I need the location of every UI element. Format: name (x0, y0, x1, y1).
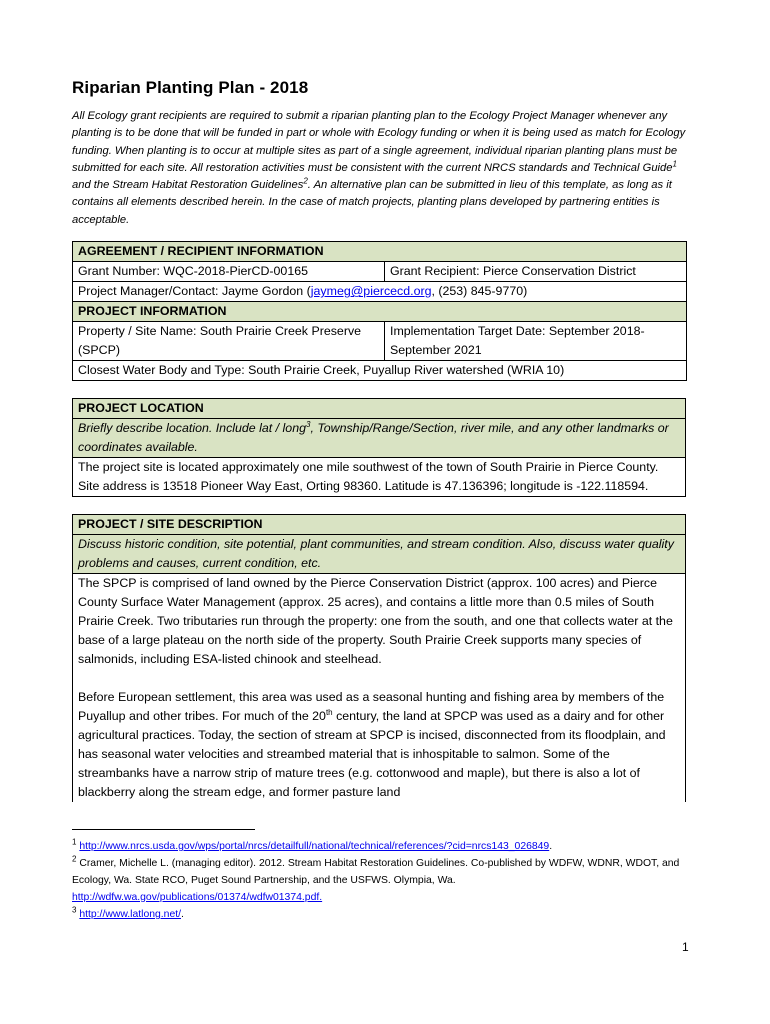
footnote-1-end: . (549, 841, 553, 852)
site-description-paragraph-2 (78, 688, 680, 802)
paragraph-2-text-2: century, the land at SPCP was used as a dairy and for other agricultural practices. Today, the section of stream at SPCP is incised, disconnected from its floodplain, and has seasonal water velocities and streambed material that is inhospitable to salmon. Some of the streambanks have a narrow strip of mature trees (e.g. cottonwood and maple), but there is also a lot of blackberry along the stream edge, and former pasture land (78, 709, 666, 800)
project-contact-field[interactable] (73, 282, 687, 302)
project-info-header: PROJECT INFORMATION (73, 302, 687, 322)
footnote-2 (72, 855, 686, 906)
footnote-1-mark: 1 (72, 837, 77, 847)
intro-text-3: . An alternative plan can be submitted in lieu of this template, as long as it contains all elements described herein. In the case of match projects, planting plans developed by partnering entities is acceptable. (72, 179, 672, 226)
page-number: 1 (682, 940, 689, 954)
footnote-3 (72, 906, 686, 923)
footnote-ref-2[interactable]: 2 (303, 176, 308, 186)
footnote-3-end: . (181, 909, 184, 920)
location-guidance (73, 419, 686, 458)
footnote-2-link[interactable]: http://wdfw.wa.gov/publications/01374/wdfw01374.pdf. (72, 892, 323, 903)
site-description-response[interactable] (73, 574, 686, 803)
agreement-header: AGREEMENT / RECIPIENT INFORMATION (73, 242, 687, 262)
location-response[interactable]: The project site is located approximately one mile southwest of the town of South Prairie in Pierce County. Site address is 13518 Pioneer Way East, Orting 98360. Latitude is 47.136396; longitude is -122.118594. (73, 458, 686, 497)
agreement-project-table (72, 241, 687, 381)
location-guide-text-1: Briefly describe location. Include lat / long (78, 421, 306, 436)
document-page (72, 78, 686, 802)
location-header: PROJECT LOCATION (73, 399, 686, 419)
location-guide-text-2: , Township/Range/Section, river mile, and any other landmarks or coordinates available. (78, 421, 669, 455)
grant-number-field[interactable]: Grant Number: WQC-2018-PierCD-00165 (73, 262, 385, 282)
contact-email-link[interactable]: jaymeg@piercecd.org (310, 284, 432, 299)
footnote-ref-1[interactable]: 1 (672, 159, 677, 169)
intro-paragraph (72, 108, 686, 229)
contact-prefix: Project Manager/Contact: Jayme Gordon ( (78, 284, 311, 299)
paragraph-2-text-1: Before European settlement, this area was used as a seasonal hunting and fishing area by members of the Puyallup and other tribes. For much of the 20 (78, 690, 665, 724)
footnote-3-link[interactable]: http://www.latlong.net/ (79, 909, 181, 920)
footnote-ref-3[interactable]: 3 (305, 419, 311, 429)
page-title: Riparian Planting Plan - 2018 (72, 78, 309, 97)
intro-text-2: and the Stream Habitat Restoration Guidelines (72, 179, 304, 192)
target-date-field[interactable]: Implementation Target Date: September 2018-September 2021 (385, 322, 687, 361)
water-body-field[interactable]: Closest Water Body and Type: South Prairie Creek, Puyallup River watershed (WRIA 10) (73, 361, 687, 381)
site-description-table (72, 514, 686, 802)
footnote-1-link[interactable]: http://www.nrcs.usda.gov/wps/portal/nrcs/detailfull/national/technical/references/?cid=nrcs143_026849 (79, 841, 550, 852)
footnote-3-mark: 3 (72, 905, 77, 915)
site-name-field[interactable]: Property / Site Name: South Prairie Creek Preserve (SPCP) (73, 322, 385, 361)
contact-suffix: , (253) 845-9770) (431, 284, 528, 299)
footnote-2-mark: 2 (72, 854, 77, 864)
grant-recipient-field[interactable]: Grant Recipient: Pierce Conservation District (385, 262, 687, 282)
footnote-2-text: Cramer, Michelle L. (managing editor). 2012. Stream Habitat Restoration Guidelines. Co-published by WDFW, WDNR, WDOT, and Ecology, Wa. State RCO, Puget Sound Partnership, and the USFWS. Olympia, Wa. (72, 858, 680, 886)
footnotes (72, 838, 686, 923)
intro-text-1: All Ecology grant recipients are required to submit a riparian planting plan to the Ecology Project Manager whenever any planting is to be done that will be funded in part or whole with Ecology funding or when it is being used as match for Ecology funding. When planting is to occur at multiple sites as part of a single agreement, individual riparian planting plans must be submitted for each site. All restoration activities must be consistent with the current NRCS standards and Technical Guide (72, 110, 686, 174)
site-description-guidance: Discuss historic condition, site potential, plant communities, and stream condition. Also, discuss water quality problems and causes, current condition, etc. (73, 535, 686, 574)
project-location-table (72, 398, 686, 497)
site-description-paragraph-1: The SPCP is comprised of land owned by the Pierce Conservation District (approx. 100 acres) and Pierce County Surface Water Management (approx. 25 acres), and contains a little more than 0.5 miles of South Prairie Creek. Two tributaries run through the property: one from the south, and one that collects water at the base of a large plateau on the north side of the property. South Prairie Creek supports many species of salmonids, including ESA-listed chinook and steelhead. (78, 576, 673, 667)
footnote-divider (72, 829, 255, 830)
site-description-header: PROJECT / SITE DESCRIPTION (73, 515, 686, 535)
footnote-1 (72, 838, 686, 855)
ordinal-suffix: th (325, 707, 333, 717)
